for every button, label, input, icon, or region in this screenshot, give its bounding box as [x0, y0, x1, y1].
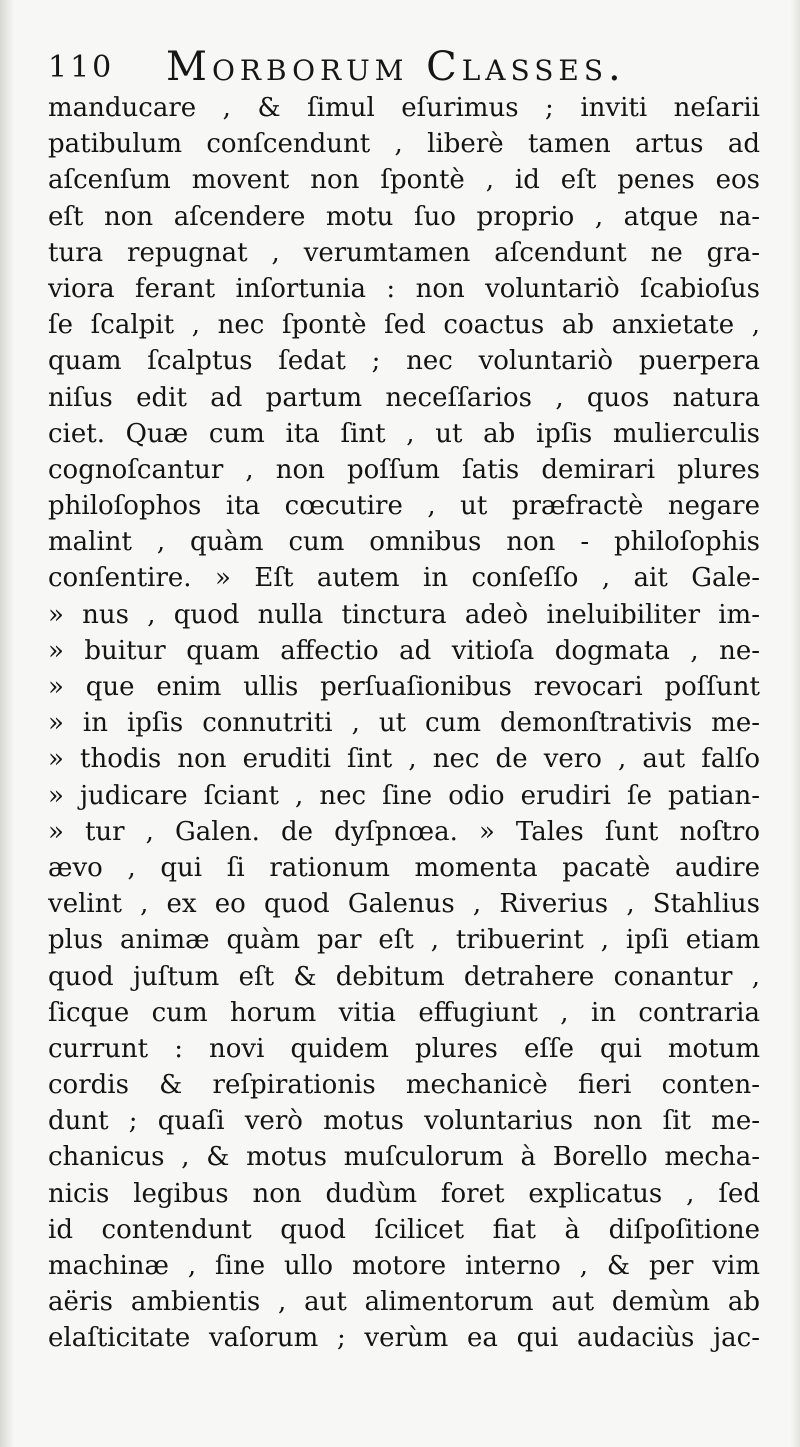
text-line: tura repugnat , verumtamen aſcendunt ne gra- — [48, 237, 760, 268]
text-line: quod juſtum eſt & debitum detrahere conantur , — [48, 961, 760, 992]
text-line: » thodis non eruditi ſint , nec de vero , aut falſo — [48, 744, 760, 775]
text-line: id contendunt quod ſcilicet fiat à diſpoſitione — [48, 1214, 760, 1245]
text-line: ſicque cum horum vitia effugiunt , in contraria — [48, 997, 760, 1028]
text-line: ævo , qui ſi rationum momenta pacatè audire — [48, 852, 760, 883]
text-line: elaſticitate vaſorum ; verùm ea qui audaciùs jac- — [48, 1323, 760, 1354]
text-line: » in ipſis connutriti , ut cum demonſtrativis me- — [48, 708, 760, 739]
text-line: chanicus , & motus muſculorum à Borello mecha- — [48, 1142, 760, 1173]
text-line: patibulum conſcendunt , liberè tamen artus ad — [48, 129, 760, 160]
page-edge-shadow-left — [0, 0, 14, 1447]
text-line: currunt : novi quidem plures eſſe qui motum — [48, 1033, 760, 1064]
text-line: aſcenſum movent non ſpontè , id eſt penes eos — [48, 165, 760, 196]
text-line: manducare , & ſimul eſurimus ; inviti neſarii — [48, 93, 760, 123]
text-line: dunt ; quaſi verò motus voluntarius non ſit me- — [48, 1106, 760, 1137]
text-line: nicis legibus non dudùm foret explicatus , ſed — [48, 1178, 760, 1209]
text-line: conſentire. » Eſt autem in conſeſſo , ait Gale- — [48, 563, 760, 594]
body-text — [48, 90, 760, 1357]
text-line: philoſophos ita cœcutire , ut præfractè negare — [48, 491, 760, 522]
text-line: ciet. Quæ cum ita ſint , ut ab ipſis mulierculis — [48, 418, 760, 449]
text-line: machinæ , ſine ullo motore interno , & per vim — [48, 1251, 760, 1281]
text-line: cognoſcantur , non poſſum ſatis demirari plures — [48, 454, 760, 485]
text-line: cordis & reſpirationis mechanicè fieri conten- — [48, 1070, 760, 1101]
text-line: » buitur quam affectio ad vitioſa dogmata , ne- — [48, 635, 760, 666]
text-line: aëris ambientis , aut alimentorum aut demùm ab — [48, 1287, 760, 1318]
page-edge-shadow-right — [790, 0, 800, 1447]
text-line: malint , quàm cum omnibus non - philoſophis — [48, 527, 760, 558]
text-line: quam ſcalptus ſedat ; nec voluntariò puerpera — [48, 346, 760, 377]
page-number: 110 — [48, 50, 115, 85]
running-head: Morborum Classes. — [166, 44, 626, 90]
text-line: niſus edit ad partum neceſſarios , quos natura — [48, 382, 760, 413]
text-line: velint , ex eo quod Galenus , Riverius , Stahlius — [48, 889, 760, 920]
text-line: » judicare ſciant , nec ſine odio erudiri ſe patian- — [48, 780, 760, 811]
page-header — [48, 44, 760, 90]
text-line: eſt non aſcendere motu ſuo proprio , atque na- — [48, 201, 760, 232]
text-line: viora ferant inſortunia : non voluntariò ſcabioſus — [48, 273, 760, 304]
text-line: » que enim ullis perſuaſionibus revocari poſſunt — [48, 672, 760, 702]
text-line: » nus , quod nulla tinctura adeò ineluibiliter im- — [48, 599, 760, 630]
text-line: ſe ſcalpit , nec ſpontè ſed coactus ab anxietate , — [48, 310, 760, 341]
text-line: plus animæ quàm par eſt , tribuerint , ipſi etiam — [48, 925, 760, 956]
text-line: » tur , Galen. de dyſpnœa. » Tales ſunt noſtro — [48, 816, 760, 847]
